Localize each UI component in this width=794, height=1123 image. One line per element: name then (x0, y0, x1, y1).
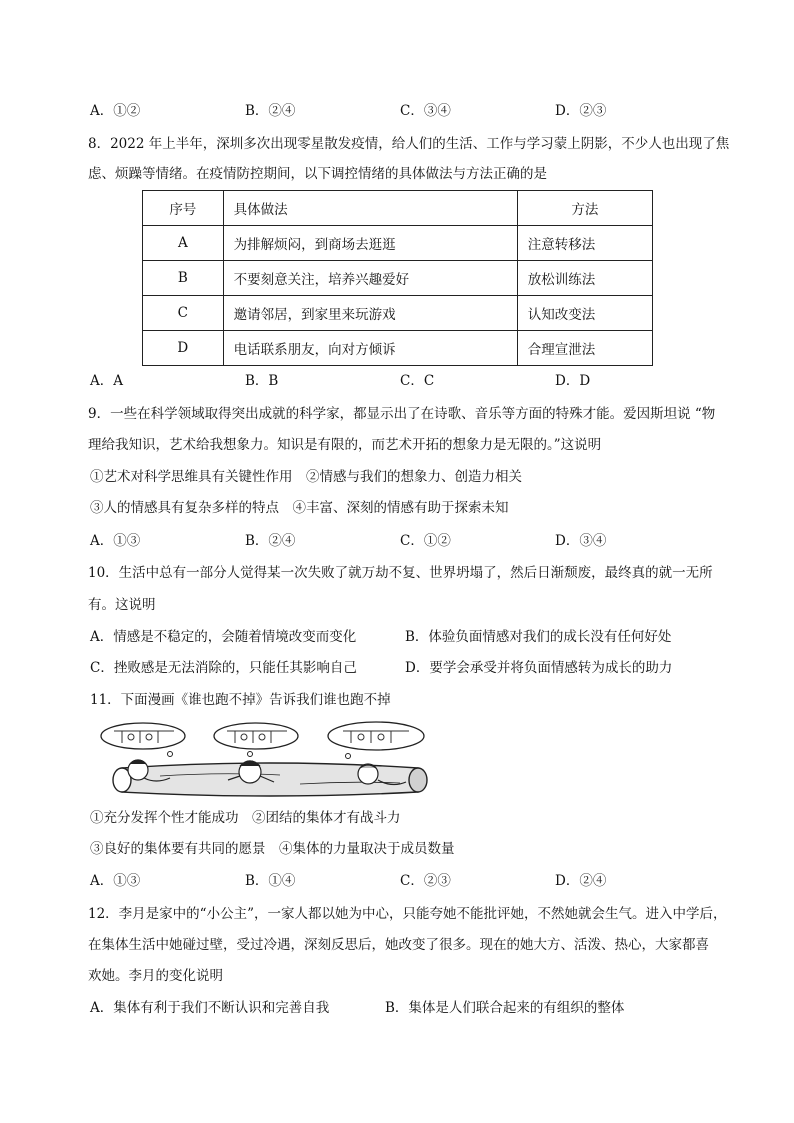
q10-option-c: C．挫败感是无法消除的，只能任其影响自己 (90, 660, 357, 676)
table-row (143, 296, 653, 331)
q11-stem: 11．下面漫画《谁也跑不掉》告诉我们谁也跑不掉 (90, 692, 391, 708)
table-cell: 放松训练法 (517, 261, 652, 296)
q11-option-d: D．②④ (555, 873, 607, 889)
q7-option-d: D．②③ (555, 103, 607, 119)
q12-stem-line2: 在集体生活中她碰过壁，受过冷遇，深刻反思后，她改变了很多。现在的她大方、活泼、热心，大家都喜 (88, 937, 709, 953)
q12-stem-line3: 欢她。李月的变化说明 (88, 968, 223, 984)
q8-stem-line1: 8．2022 年上半年，深圳多次出现零星散发疫情，给人们的生活、工作与学习蒙上阴影，不少人也出现了焦 (88, 136, 730, 152)
q11-option-a: A．①③ (90, 873, 141, 889)
q12-stem-line1: 12．李月是家中的“小公主”，一家人都以她为中心，只能夸她不能批评她，不然她就会生气。进入中学后， (88, 906, 727, 922)
cartoon-image (100, 718, 440, 800)
q9-stem-line2: 理给我知识，艺术给我想象力。知识是有限的，而艺术开拓的想象力是无限的。”这说明 (88, 437, 602, 453)
q8-option-d: D．D (555, 373, 591, 389)
table-row (143, 261, 653, 296)
table-cell: 邀请邻居，到家里来玩游戏 (223, 296, 517, 331)
q12-option-b: B．集体是人们联合起来的有组织的整体 (385, 1000, 625, 1016)
q9-option-c: C．①② (400, 533, 451, 549)
table-cell: 合理宣泄法 (517, 331, 652, 366)
log-shape (113, 763, 427, 796)
q10-option-b: B．体验负面情感对我们的成长没有任何好处 (405, 629, 672, 645)
q9-items-line2: ③人的情感具有复杂多样的特点 ④丰富、深刻的情感有助于探索未知 (90, 500, 509, 516)
table-cell: 认知改变法 (517, 296, 652, 331)
table-cell: C (143, 296, 224, 331)
q11-option-c: C．②③ (400, 873, 451, 889)
table-header-cell: 具体做法 (223, 191, 517, 226)
q9-items-line1: ①艺术对科学思维具有关键性作用 ②情感与我们的想象力、创造力相关 (90, 469, 522, 485)
q10-stem-line2: 有。这说明 (88, 597, 156, 613)
table-cell: A (143, 226, 224, 261)
table-cell: D (143, 331, 224, 366)
q10-option-d: D．要学会承受并将负面情感转为成长的助力 (405, 660, 673, 676)
q10-option-a: A．情感是不稳定的，会随着情境改变而变化 (90, 629, 357, 645)
q9-option-d: D．③④ (555, 533, 607, 549)
q9-option-b: B．②④ (245, 533, 296, 549)
q9-option-a: A．①③ (90, 533, 141, 549)
q9-stem-line1: 9．一些在科学领域取得突出成就的科学家，都显示出了在诗歌、音乐等方面的特殊才能。爱因斯坦说 “物 (88, 406, 716, 422)
table-cell: 为排解烦闷，到商场去逛逛 (223, 226, 517, 261)
table-cell: 电话联系朋友，向对方倾诉 (223, 331, 517, 366)
q8-table (142, 190, 653, 366)
table-header-row (143, 191, 653, 226)
q11-items-line2: ③良好的集体要有共同的愿景 ④集体的力量取决于成员数量 (90, 841, 455, 857)
q12-option-a: A．集体有利于我们不断认识和完善自我 (90, 1000, 330, 1016)
thought-bubble (101, 722, 424, 750)
q10-stem-line1: 10．生活中总有一部分人觉得某一次失败了就万劫不复、世界坍塌了，然后日渐颓废，最终真的就一无所 (88, 565, 713, 581)
table-header-cell: 方法 (517, 191, 652, 226)
q7-option-a: A．①② (90, 103, 141, 119)
table-header-cell: 序号 (143, 191, 224, 226)
q8-option-c: C．C (400, 373, 435, 389)
table-cell: 不要刻意关注，培养兴趣爱好 (223, 261, 517, 296)
table-cell: B (143, 261, 224, 296)
q8-option-a: A．A (90, 373, 123, 389)
table-row (143, 226, 653, 261)
q8-option-b: B．B (245, 373, 279, 389)
q11-items-line1: ①充分发挥个性才能成功 ②团结的集体才有战斗力 (90, 810, 401, 826)
q7-option-b: B．②④ (245, 103, 296, 119)
q7-option-c: C．③④ (400, 103, 451, 119)
q8-stem-line2: 虑、烦躁等情绪。在疫情防控期间，以下调控情绪的具体做法与方法正确的是 (88, 166, 547, 182)
table-row (143, 331, 653, 366)
table-cell: 注意转移法 (517, 226, 652, 261)
q11-option-b: B．①④ (245, 873, 296, 889)
